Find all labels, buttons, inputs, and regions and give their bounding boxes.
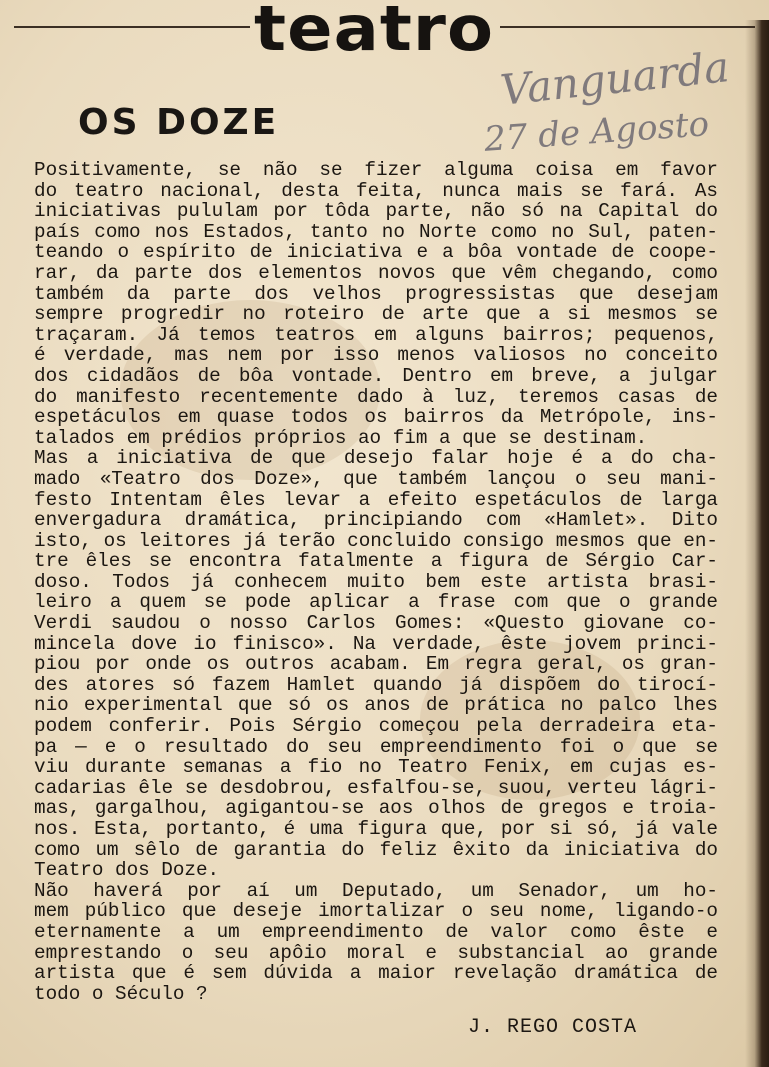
article-line: podem conferir. Pois Sérgio começou pela derradeira eta- [34,716,718,737]
article-line: do manifesto recentemente dado à luz, teremos casas de [34,386,718,408]
masthead-rule-left [14,26,250,28]
article-line: pa — e o resultado do seu empreendimento foi o que se [34,736,718,758]
article-line: emprestando o seu apôio moral e substancial ao grande [34,942,718,964]
article-line: cadarias êle se desdobrou, esfalfou-se, suou, verteu lágri- [34,777,718,799]
article-line: nos. Esta, portanto, é uma figura que, por si só, já vale [34,819,718,840]
article-line: mincela dove io finisco». Na verdade, êste jovem princi- [34,633,718,655]
article-body [34,160,718,1004]
article-line: é verdade, mas nem por isso menos valiosos no conceito [34,345,718,366]
article-line: Mas a iniciativa de que desejo falar hoje é a do cha- [34,448,718,469]
article-line: Positivamente, se não se fizer alguma coisa em favor [34,160,718,181]
article-line: tre êles se encontra fatalmente a figura de Sérgio Car- [34,551,718,572]
article-line: isto, os leitores já terão concluido consigo mesmos que en- [34,530,718,552]
article-line: espetáculos em quase todos os bairros da Metrópole, ins- [34,407,718,428]
article-line: talados em prédios próprios ao fim a que se destinam. [34,427,648,449]
handwritten-date-note: 27 de Agosto [482,104,711,160]
article-line: viu durante semanas a fio no Teatro Fenix, em cujas es- [34,757,718,778]
article-line: país como nos Estados, tanto no Norte como no Sul, paten- [34,221,718,243]
article-line: Não haverá por aí um Deputado, um Senador, um ho- [34,880,718,902]
article-line: teando o espírito de iniciativa e a bôa vontade de coope- [34,242,718,263]
masthead-rule-right [500,26,755,28]
article-line: iniciativas pululam por tôda parte, não só na Capital do [34,201,718,222]
article-line: des atores só fazem Hamlet quando já dispõem do tirocí- [34,674,718,696]
article-line: dos cidadãos de bôa vontade. Dentro em breve, a julgar [34,365,718,387]
article-line: mado «Teatro dos Doze», que também lançou o seu mani- [34,468,718,490]
article-line: mem público que deseje imortalizar o seu nome, ligando-o [34,901,718,922]
article-line: leiro a quem se pode aplicar a frase com que o grande [34,592,718,614]
article-line: mas, gargalhou, agigantou-se aos olhos de gregos e troia- [34,798,718,819]
clipping-edge-shadow [745,20,769,1067]
section-masthead: teatro [254,0,495,65]
handwritten-source-note: Vanguarda [498,42,732,115]
article-line: eternamente a um empreendimento de valor como êste e [34,921,718,943]
article-line: envergadura dramática, principiando com «Hamlet». Dito [34,510,718,531]
article-line: doso. Todos já conhecem muito bem este artista brasi- [34,571,718,593]
article-line: sempre progredir no roteiro de arte que a si mesmos se [34,304,718,325]
article-line: todo o Século ? [34,983,208,1005]
article-line: como um sêlo de garantia do feliz êxito da iniciativa do [34,839,718,861]
article-headline: OS DOZE [78,102,280,143]
article-line: Teatro dos Doze. [34,860,220,881]
article-line: traçaram. Já temos teatros em alguns bairros; pequenos, [34,324,718,346]
article-line: nio experimental que só os anos de prática no palco lhes [34,695,718,717]
article-line: Verdi saudou o nosso Carlos Gomes: «Questo giovane co- [34,613,718,634]
article-line: artista que é sem dúvida a maior revelação dramática de [34,963,718,984]
article-line: rar, da parte dos elementos novos que vêm chegando, como [34,262,718,284]
article-line: festo Intentam êles levar a efeito espetáculos de larga [34,489,718,511]
article-line: do teatro nacional, desta feita, nunca mais se fará. As [34,180,718,202]
article-line: piou por onde os outros acabam. Em regra geral, os gran- [34,654,718,675]
article-line: também da parte dos velhos progressistas que desejam [34,283,718,305]
article-byline: J. REGO COSTA [468,1016,638,1039]
